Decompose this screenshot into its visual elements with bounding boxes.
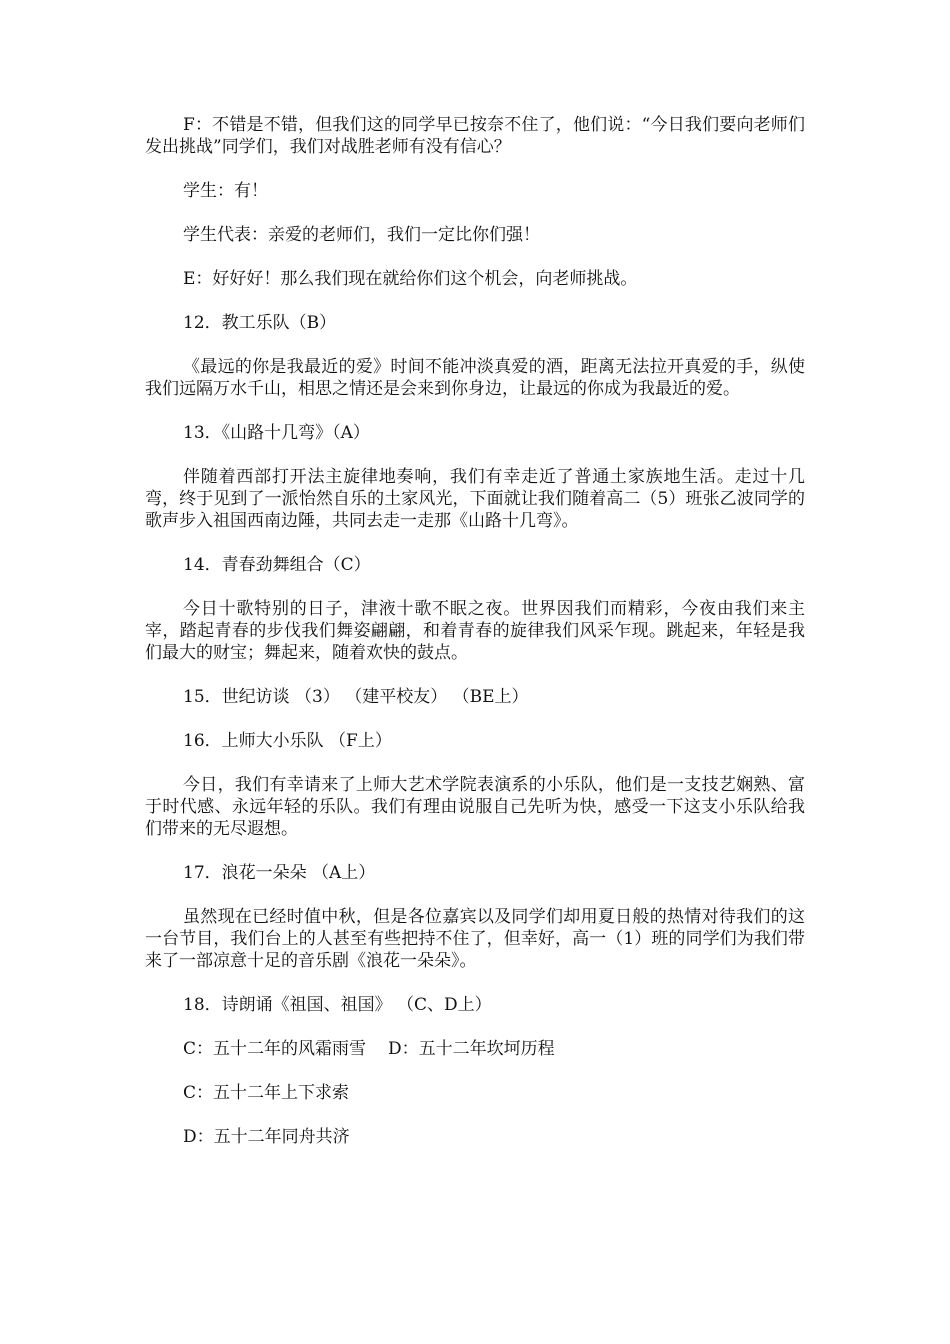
recital-line-1 bbox=[145, 1038, 805, 1060]
intro-item-17: 虽然现在已经时值中秋，但是各位嘉宾以及同学们却用夏日般的热情对待我们的这一台节目，我们台上的人甚至有些把持不住了，但幸好，高一（1）班的同学们为我们带来了一部凉意十足的音乐剧《浪花一朵朵》。 bbox=[145, 907, 805, 971]
recital-line-3: D：五十二年同舟共济 bbox=[183, 1127, 350, 1147]
program-item-16: 16．上师大小乐队 （F上） bbox=[183, 731, 392, 751]
recital-line-2: C：五十二年上下求索 bbox=[183, 1083, 350, 1103]
intro-item-16: 今日，我们有幸请来了上师大艺术学院表演系的小乐队，他们是一支技艺娴熟、富于时代感、永远年轻的乐队。我们有理由说服自己先听为快，感受一下这支小乐队给我们带来的无尽遐想。 bbox=[145, 775, 805, 839]
program-item-12: 12．教工乐队（B） bbox=[183, 313, 337, 333]
intro-item-14: 今日十歌特别的日子，津液十歌不眠之夜。世界因我们而精彩，今夜由我们来主宰，踏起青春的步伐我们舞姿翩翩，和着青春的旋律我们风采乍现。跳起来，年轻是我们最大的财宝；舞起来，随着欢快的鼓点。 bbox=[145, 599, 805, 663]
program-item-15: 15．世纪访谈 （3） （建平校友） （BE上） bbox=[183, 687, 529, 707]
document-body bbox=[145, 114, 805, 1170]
program-item-17: 17．浪花一朵朵 （A上） bbox=[183, 863, 376, 883]
recital-line-1-d: D：五十二年坎坷历程 bbox=[388, 1039, 555, 1059]
recital-line-1-c: C：五十二年的风霜雨雪 bbox=[183, 1039, 367, 1059]
dialogue-f-challenge: F：不错是不错，但我们这的同学早已按奈不住了，他们说：“今日我们要向老师们发出挑战”同学们，我们对战胜老师有没有信心？ bbox=[145, 115, 805, 157]
dialogue-student-rep: 学生代表：亲爱的老师们，我们一定比你们强！ bbox=[183, 225, 540, 245]
program-item-18: 18．诗朗诵《祖国、祖国》 （C、D上） bbox=[183, 995, 492, 1015]
dialogue-e-reply: E：好好好！那么我们现在就给你们这个机会，向老师挑战。 bbox=[183, 269, 638, 289]
intro-item-13: 伴随着西部打开法主旋律地奏响，我们有幸走近了普通土家族地生活。走过十几弯，终于见到了一派怡然自乐的土家风光，下面就让我们随着高二（5）班张乙波同学的歌声步入祖国西南边陲，共同去走一走那《山路十几弯》。 bbox=[145, 467, 805, 531]
program-item-13: 13．《山路十几弯》（A） bbox=[183, 423, 370, 443]
dialogue-students-reply: 学生：有！ bbox=[183, 181, 268, 201]
intro-item-12: 《最远的你是我最近的爱》时间不能冲淡真爱的酒，距离无法拉开真爱的手，纵使我们远隔万水千山，相思之情还是会来到你身边，让最远的你成为我最近的爱。 bbox=[145, 357, 805, 399]
program-item-14: 14．青春劲舞组合（C） bbox=[183, 555, 371, 575]
